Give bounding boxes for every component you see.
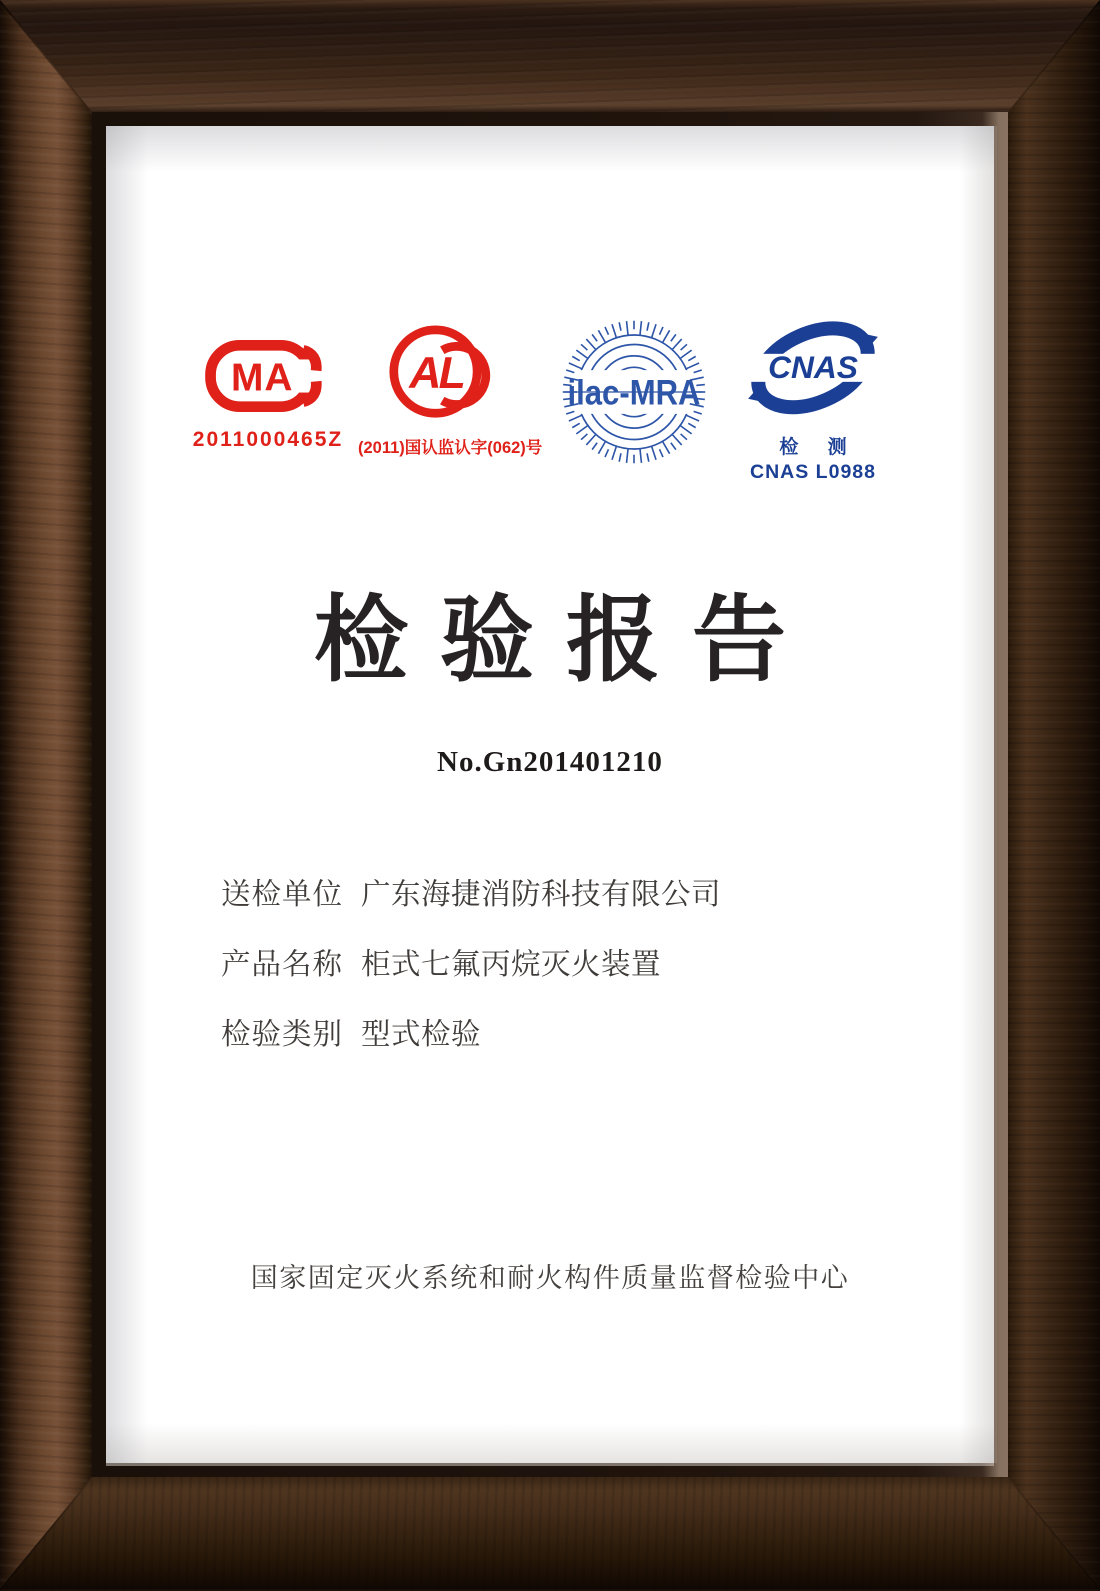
field-label: 产品名称 [221,948,344,981]
cnal-mark [358,325,542,458]
cnas-mark [734,319,892,484]
ilac-mra-mark [556,316,711,468]
field-row-inspection-type [221,1011,721,1053]
field-value: 广东海捷消防科技有限公司 [361,878,722,911]
cnas-category-label: 检 测 [779,437,859,458]
cma-mark [184,339,352,452]
svg-text:ilac-MRA: ilac-MRA [567,373,700,413]
report-title: 检验报告 [313,587,818,692]
svg-text:AL: AL [409,349,463,399]
cnas-lab-number: CNAS L0988 [750,461,876,483]
frame-right-bar [1006,0,1100,1589]
cnas-logo-icon [743,319,883,426]
svg-text:CNAS: CNAS [768,349,858,386]
issuing-authority: 国家固定灭火系统和耐火构件质量监督检验中心 [250,1263,850,1293]
frame-inner-lip [92,112,1008,1477]
frame-bottom-bar [0,1477,1100,1589]
certificate-paper [106,126,994,1463]
ilac-mra-stamp-icon [558,316,710,468]
field-label: 检验类别 [221,1018,344,1051]
field-row-client [221,871,721,913]
field-label: 送检单位 [221,878,344,911]
frame-left-bar [0,0,92,1589]
field-value: 型式检验 [361,1018,482,1051]
cma-certificate-number: 2011000465Z [192,428,344,451]
cnal-certificate-number: (2011)国认监认字(062)号 [358,439,543,457]
field-row-product [221,941,721,983]
report-number: No.Gn201401210 [437,746,663,778]
field-value: 柜式七氟丙烷灭火装置 [361,948,662,981]
svg-text:MA: MA [231,356,294,400]
cma-logo-icon [204,339,332,413]
frame-top-bar [0,0,1100,112]
report-fields [221,871,721,1081]
cnal-logo-icon [387,325,513,422]
